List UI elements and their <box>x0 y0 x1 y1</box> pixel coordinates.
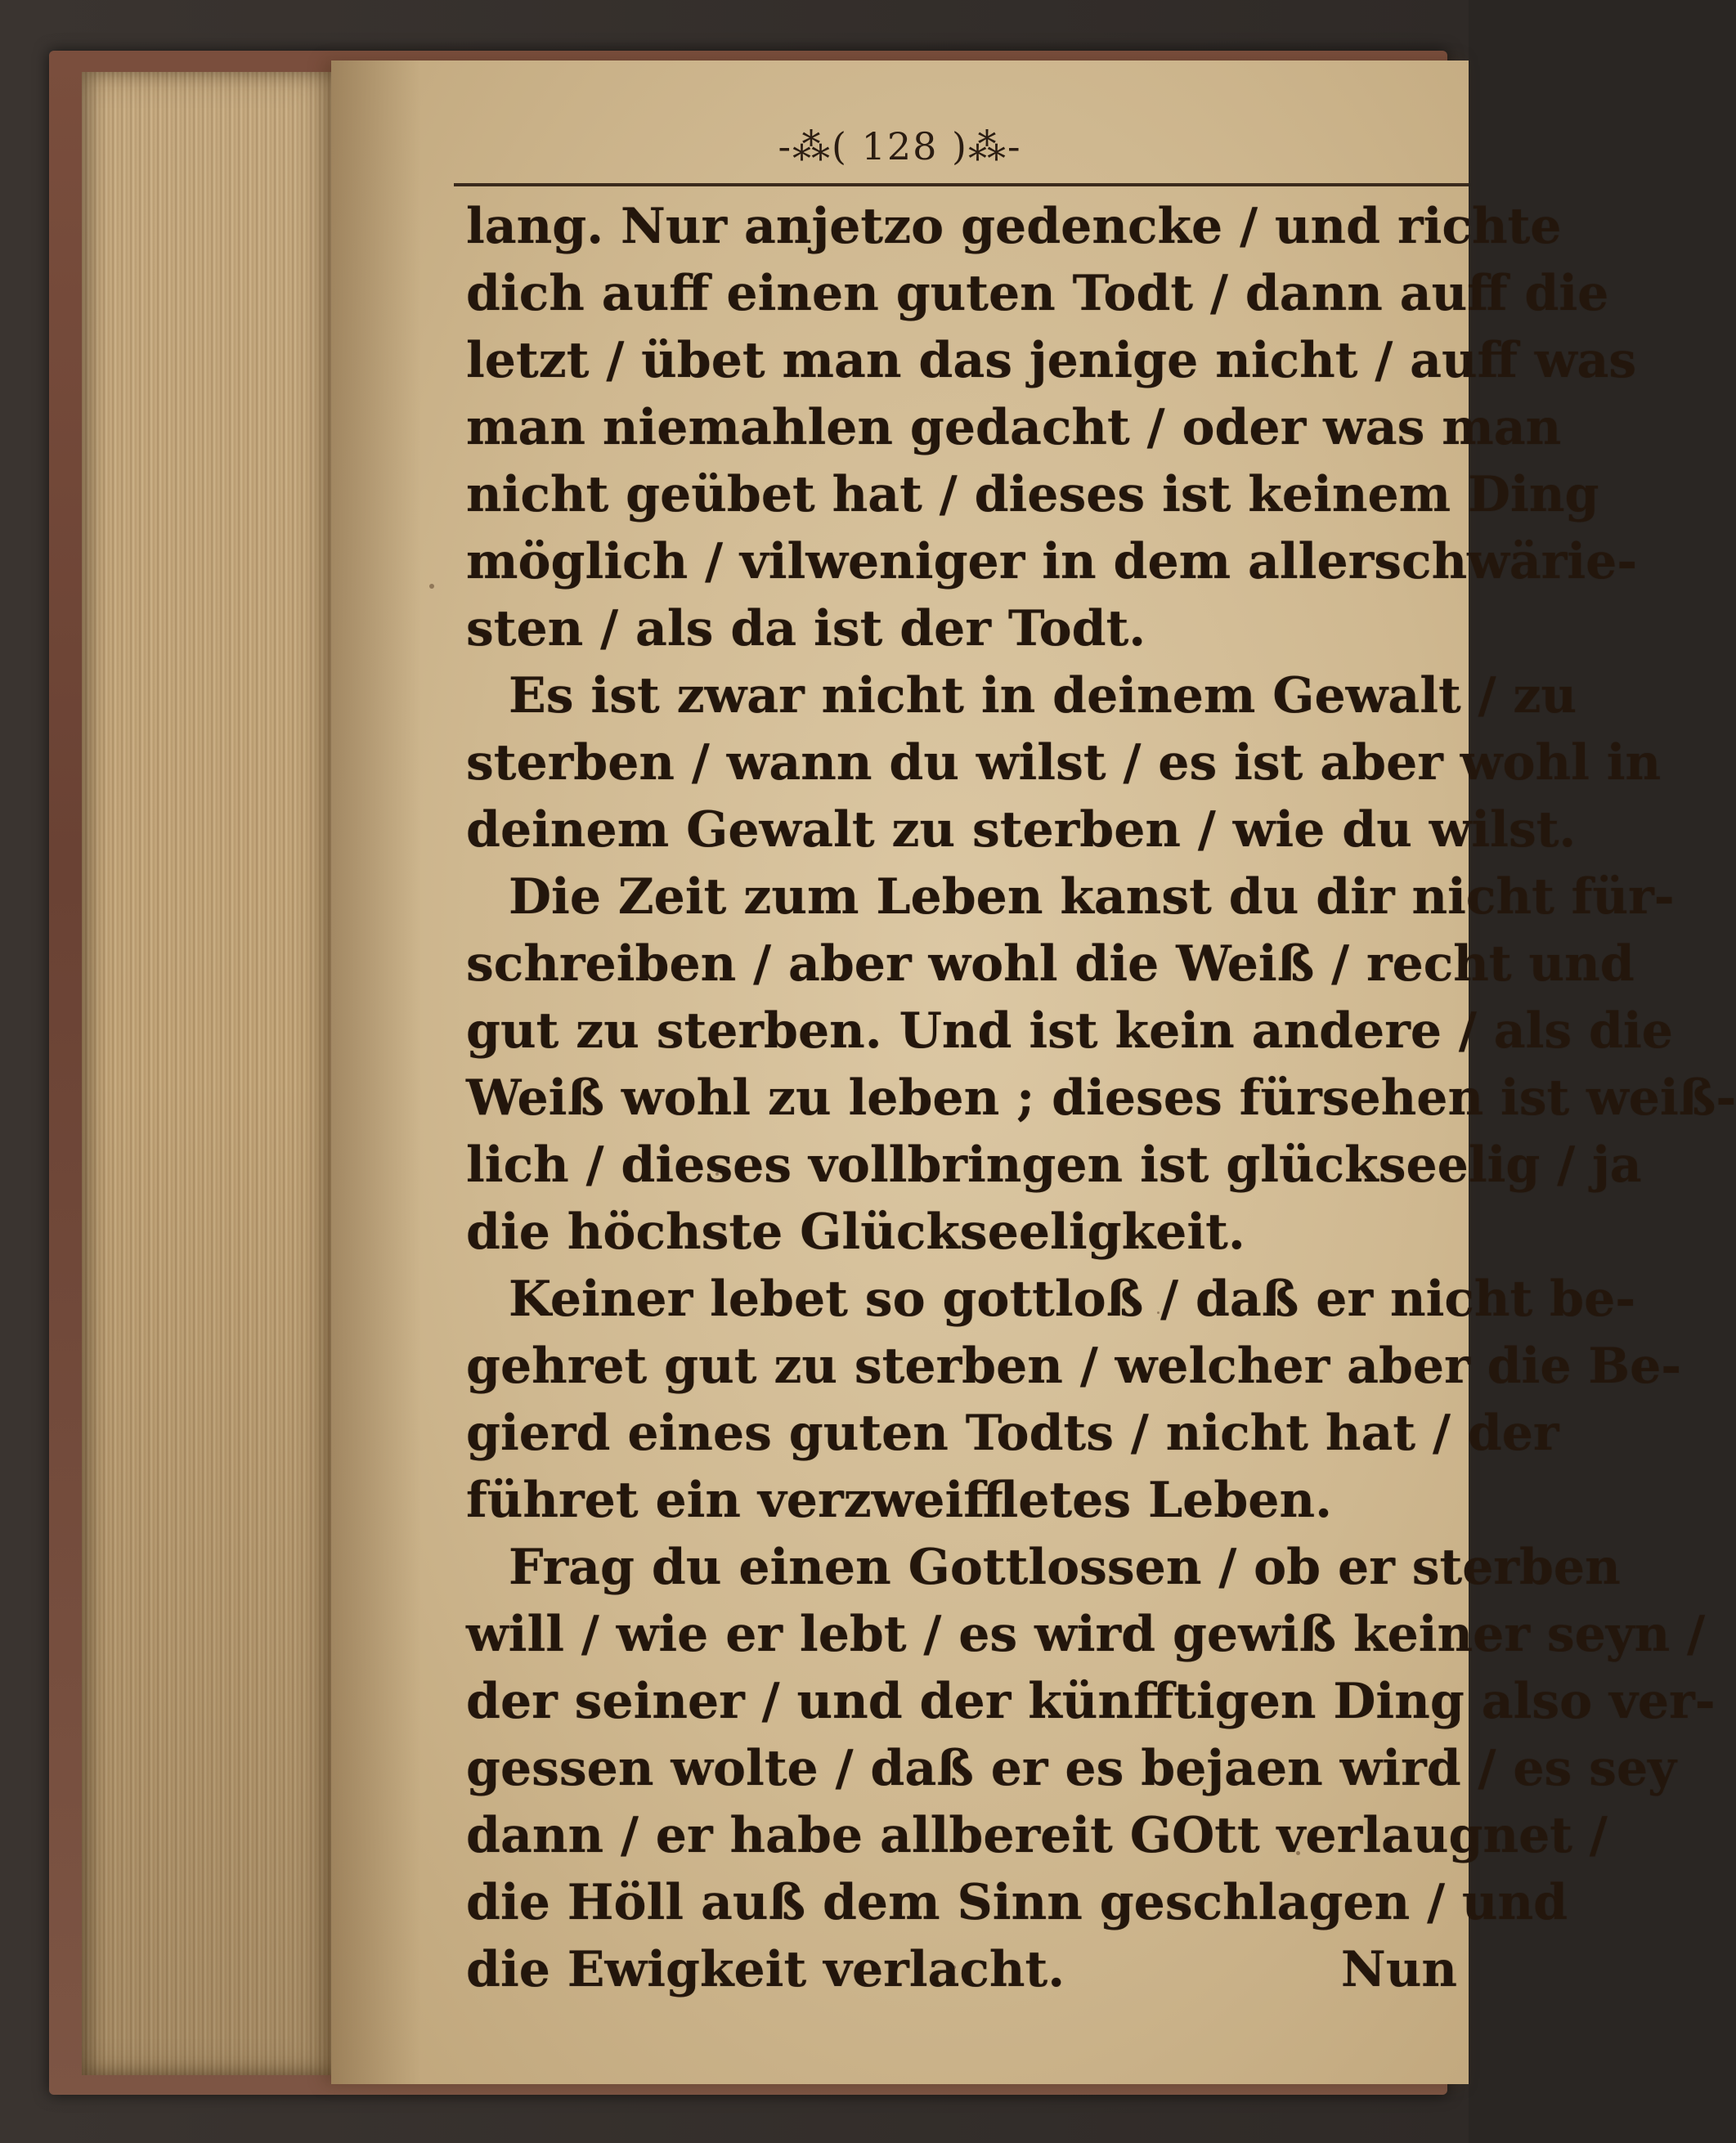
text-line: gut zu sterben. Und ist kein andere / als die <box>466 1002 1673 1060</box>
text-line: schreiben / aber wohl die Weiß / recht und <box>466 935 1635 993</box>
text-line: Keiner lebet so gottloß / daß er nicht be- <box>509 1271 1636 1328</box>
text-line: man niemahlen gedacht / oder was man <box>466 399 1562 456</box>
text-line: die Ewigkeit verlacht. <box>466 1941 1065 1998</box>
text-line: der seiner / und der künfftigen Ding also ver- <box>466 1673 1716 1730</box>
text-line: Weiß wohl zu leben ; dieses fürsehen ist weiß- <box>466 1069 1736 1127</box>
text-line: deinem Gewalt zu sterben / wie du wilst. <box>466 801 1577 859</box>
text-line: will / wie er lebt / es wird gewiß keiner seyn / <box>466 1606 1706 1663</box>
text-line: dich auff einen guten Todt / dann auff die <box>466 265 1609 322</box>
text-line: führet ein verzweiffletes Leben. <box>466 1472 1332 1529</box>
text-line: sten / als da ist der Todt. <box>466 600 1146 657</box>
final-line <box>466 1936 1457 2003</box>
catchword: Nun <box>1340 1941 1457 1998</box>
header-rule <box>454 183 1469 186</box>
text-line: die Höll auß dem Sinn geschlagen / und <box>466 1874 1568 1931</box>
text-line: dann / er habe allbereit GOtt verlaugnet / <box>466 1807 1608 1864</box>
page-block-shade <box>82 72 352 2075</box>
text-line: lich / dieses vollbringen ist glückseelig / ja <box>466 1137 1642 1194</box>
book-page <box>331 61 1736 2084</box>
text-line: nicht geübet hat / dieses ist keinem Ding <box>466 466 1599 523</box>
text-line: möglich / vilweniger in dem allerschwärie- <box>466 533 1638 590</box>
text-line: gierd eines guten Todts / nicht hat / der <box>466 1405 1559 1462</box>
text-line: gehret gut zu sterben / welcher aber die Be- <box>466 1338 1682 1395</box>
text-line: die höchste Glückseeligkeit. <box>466 1204 1245 1261</box>
page-header: -⁂( 128 )⁂- <box>778 124 1022 168</box>
page-body <box>466 193 1736 2003</box>
text-line: Die Zeit zum Leben kanst du dir nicht für- <box>509 868 1675 926</box>
text-line: lang. Nur anjetzo gedencke / und richte <box>466 198 1562 255</box>
text-line: Frag du einen Gottlossen / ob er sterben <box>509 1539 1621 1596</box>
text-line: gessen wolte / daß er es bejaen wird / es sey <box>466 1740 1676 1797</box>
paper-speck <box>429 584 434 589</box>
text-line: Es ist zwar nicht in deinem Gewalt / zu <box>509 667 1577 724</box>
text-line: letzt / übet man das jenige nicht / auff was <box>466 332 1637 389</box>
text-line: sterben / wann du wilst / es ist aber wohl in <box>466 734 1662 791</box>
